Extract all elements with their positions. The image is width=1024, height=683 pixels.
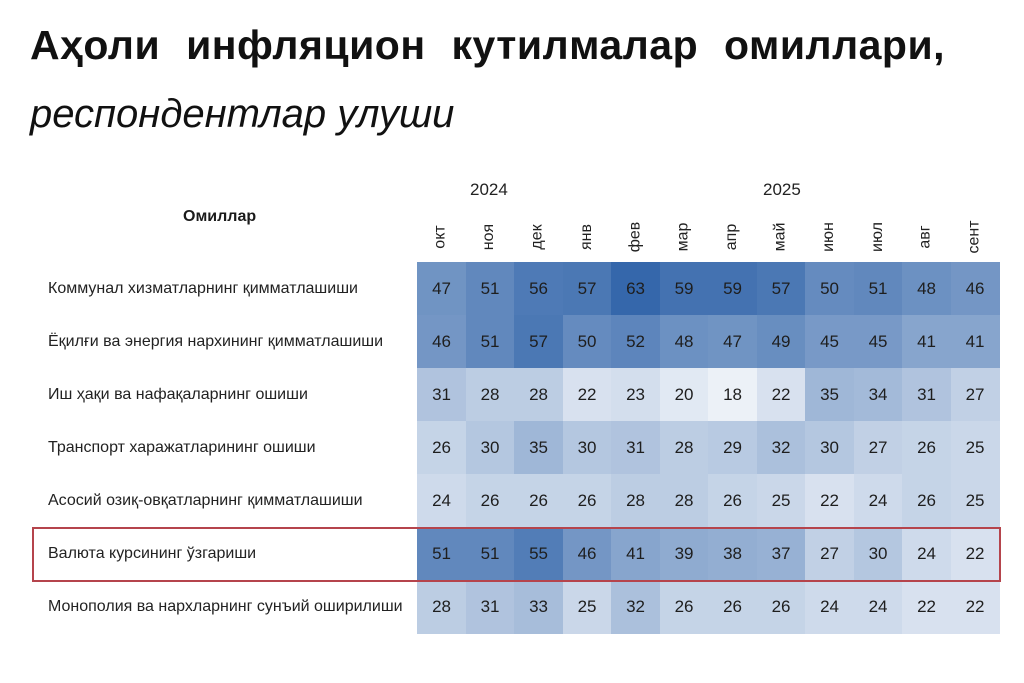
heatmap-cell: 31 <box>417 368 466 422</box>
month-label-9 <box>854 212 902 262</box>
heatmap-cell: 51 <box>466 315 515 369</box>
heatmap-cell: 22 <box>805 474 854 528</box>
heatmap-cell: 28 <box>611 474 660 528</box>
heatmap-cell: 22 <box>951 528 1000 582</box>
month-label-1 <box>466 212 514 262</box>
heatmap-cell: 41 <box>951 315 1000 369</box>
heatmap-cell: 56 <box>514 262 563 316</box>
month-label-2 <box>514 212 562 262</box>
month-label-text: сент <box>965 220 983 254</box>
heatmap-cell: 22 <box>757 368 806 422</box>
heatmap-cell: 52 <box>611 315 660 369</box>
heatmap-cell: 45 <box>854 315 903 369</box>
factor-label: Коммунал хизматларнинг қимматлашиши <box>48 279 358 297</box>
heatmap-cell: 39 <box>660 528 709 582</box>
heatmap-cell: 27 <box>805 528 854 582</box>
month-label-0 <box>417 212 465 262</box>
month-label-text: мар <box>674 222 692 252</box>
month-label-text: янв <box>577 224 595 250</box>
month-label-3 <box>563 212 611 262</box>
heatmap-cell: 24 <box>854 581 903 635</box>
heatmap-cell: 26 <box>466 474 515 528</box>
heatmap-cell: 29 <box>708 421 757 475</box>
heatmap-cell: 31 <box>902 368 951 422</box>
heatmap-cell: 30 <box>466 421 515 475</box>
heatmap-cell: 25 <box>757 474 806 528</box>
month-label-text: окт <box>432 225 449 249</box>
heatmap-cell: 47 <box>708 315 757 369</box>
factor-label: Валюта курсининг ўзгариши <box>48 545 257 563</box>
heatmap-cell: 24 <box>902 528 951 582</box>
heatmap-cell: 18 <box>708 368 757 422</box>
heatmap-cell: 22 <box>951 581 1000 635</box>
heatmap-cell: 27 <box>854 421 903 475</box>
heatmap-cell: 25 <box>563 581 612 635</box>
factor-label: Ёқилғи ва энергия нархининг қимматлашиши <box>48 332 384 350</box>
month-label-5 <box>660 212 708 262</box>
heatmap-cell: 25 <box>951 474 1000 528</box>
heatmap-cell: 28 <box>660 421 709 475</box>
heatmap-cell: 26 <box>660 581 709 635</box>
heatmap-cell: 57 <box>757 262 806 316</box>
heatmap-cell: 26 <box>563 474 612 528</box>
month-label-text: апр <box>723 223 740 251</box>
heatmap-cell: 34 <box>854 368 903 422</box>
heatmap-cell: 59 <box>660 262 709 316</box>
heatmap-cell: 32 <box>757 421 806 475</box>
heatmap-cell: 63 <box>611 262 660 316</box>
heatmap-cell: 51 <box>466 528 515 582</box>
heatmap-cell: 33 <box>514 581 563 635</box>
heatmap-cell: 51 <box>854 262 903 316</box>
year-label-2024: 2024 <box>470 180 508 199</box>
heatmap-grid <box>417 262 999 634</box>
factor-label: Асосий озиқ-овқатларнинг қимматлашиши <box>48 491 363 509</box>
heatmap-cell: 35 <box>805 368 854 422</box>
heatmap-cell: 22 <box>563 368 612 422</box>
heatmap-cell: 37 <box>757 528 806 582</box>
heatmap-cell: 46 <box>417 315 466 369</box>
heatmap-cell: 47 <box>417 262 466 316</box>
heatmap-cell: 24 <box>854 474 903 528</box>
heatmap-cell: 55 <box>514 528 563 582</box>
heatmap-cell: 27 <box>951 368 1000 422</box>
heatmap-cell: 26 <box>902 421 951 475</box>
month-label-6 <box>708 212 756 262</box>
heatmap-cell: 51 <box>417 528 466 582</box>
month-label-text: фев <box>626 221 643 253</box>
heatmap-cell: 38 <box>708 528 757 582</box>
heatmap-cell: 50 <box>805 262 854 316</box>
heatmap-cell: 41 <box>902 315 951 369</box>
chart-title: Аҳоли инфляцион кутилмалар омиллари, <box>30 22 946 68</box>
heatmap-cell: 31 <box>466 581 515 635</box>
heatmap-cell: 41 <box>611 528 660 582</box>
heatmap-cell: 25 <box>951 421 1000 475</box>
heatmap-cell: 26 <box>902 474 951 528</box>
factor-label: Иш ҳақи ва нафақаларнинг ошиши <box>48 385 308 403</box>
heatmap-cell: 26 <box>708 474 757 528</box>
heatmap-cell: 46 <box>951 262 1000 316</box>
heatmap-cell: 49 <box>757 315 806 369</box>
heatmap-cell: 26 <box>757 581 806 635</box>
factor-label: Транспорт харажатларининг ошиши <box>48 438 316 456</box>
heatmap-cell: 26 <box>514 474 563 528</box>
year-label-2025: 2025 <box>763 180 801 199</box>
heatmap-cell: 48 <box>660 315 709 369</box>
heatmap-cell: 30 <box>805 421 854 475</box>
month-label-11 <box>951 212 999 262</box>
heatmap-cell: 28 <box>660 474 709 528</box>
month-label-text: июн <box>820 222 837 252</box>
heatmap-cell: 50 <box>563 315 612 369</box>
heatmap-cell: 31 <box>611 421 660 475</box>
heatmap-cell: 51 <box>466 262 515 316</box>
factor-label: Монополия ва нархларнинг сунъий оширилиши <box>48 598 403 616</box>
heatmap-cell: 30 <box>854 528 903 582</box>
chart-subtitle: респондентлар улуши <box>30 92 455 136</box>
heatmap-cell: 24 <box>805 581 854 635</box>
heatmap-cell: 22 <box>902 581 951 635</box>
heatmap-cell: 59 <box>708 262 757 316</box>
heatmap-cell: 26 <box>417 421 466 475</box>
heatmap-cell: 35 <box>514 421 563 475</box>
month-label-4 <box>611 212 659 262</box>
heatmap-cell: 57 <box>514 315 563 369</box>
heatmap-cell: 28 <box>514 368 563 422</box>
month-label-10 <box>902 212 950 262</box>
heatmap-cell: 23 <box>611 368 660 422</box>
month-label-text: май <box>771 222 789 252</box>
month-label-text: авг <box>916 225 934 249</box>
heatmap-cell: 45 <box>805 315 854 369</box>
heatmap-cell: 24 <box>417 474 466 528</box>
heatmap-cell: 57 <box>563 262 612 316</box>
heatmap-cell: 28 <box>466 368 515 422</box>
heatmap-cell: 48 <box>902 262 951 316</box>
month-label-8 <box>805 212 853 262</box>
month-label-text: дек <box>528 224 546 250</box>
heatmap-cell: 30 <box>563 421 612 475</box>
month-label-text: ноя <box>480 223 498 251</box>
factors-column-header: Омиллар <box>183 208 257 225</box>
heatmap-cell: 20 <box>660 368 709 422</box>
heatmap-cell: 26 <box>708 581 757 635</box>
heatmap-cell: 32 <box>611 581 660 635</box>
month-label-text: июл <box>868 222 886 252</box>
heatmap-cell: 46 <box>563 528 612 582</box>
month-label-7 <box>757 212 805 262</box>
heatmap-cell: 28 <box>417 581 466 635</box>
